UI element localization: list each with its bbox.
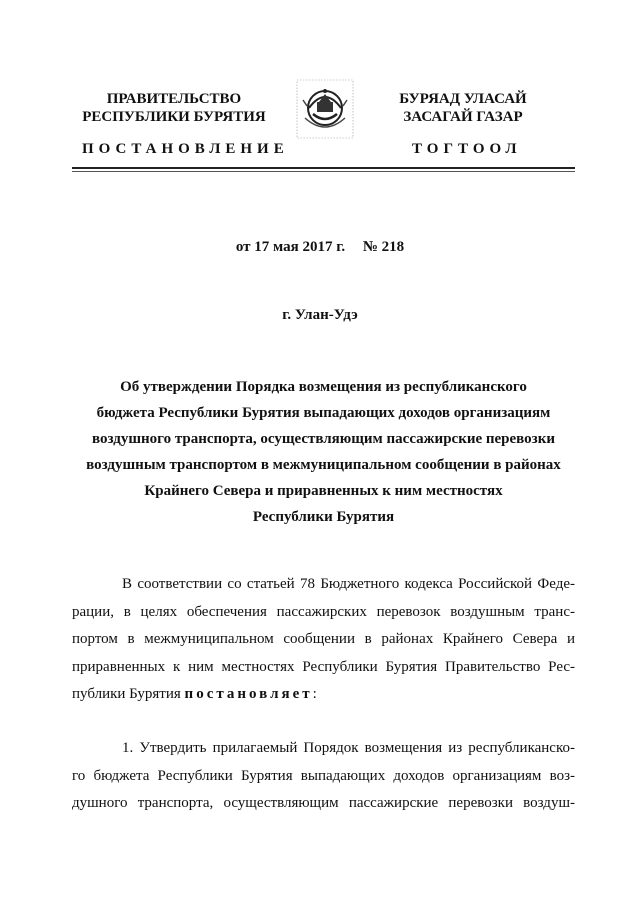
last-line-suffix: : [312,686,317,702]
paragraph-line: В соответствии со статьей 78 Бюджетного кодекса Российской Феде- [122,576,575,592]
paragraph-preamble [72,571,575,709]
title-line: воздушным транспортом в межмуниципальном сообщении в районах [86,457,561,473]
header-divider-thin [72,171,575,172]
title-line: бюджета Республики Бурятия выпадающих доходов организациям [96,405,551,421]
paragraph-line: душного транспорта, осуществляющим пассажирские перевозки воздуш- [72,795,575,811]
paragraph-line: го бюджета Республики Бурятия выпадающих доходов организациям воз- [72,767,575,784]
document-city: г. Улан-Удэ [282,307,358,323]
title-line: Республики Бурятия [252,509,395,525]
header-right-block [353,90,573,126]
header-left-line2: РЕСПУБЛИКИ БУРЯТИЯ [82,109,266,125]
document-title [72,374,575,530]
document-date: от 17 мая 2017 г. [235,239,346,255]
document-number: № 218 [362,239,405,255]
header-left-line1: ПРАВИТЕЛЬСТВО [106,91,242,107]
header-right-line2: ЗАСАГАЙ ГАЗАР [403,109,523,125]
paragraph-line: приравненных к ним местностях Республики Бурятия Правительство Рес- [72,658,575,675]
paragraph-line: портом в межмуниципальном сообщении в районах Крайнего Севера и [72,631,575,647]
last-line-prefix: публики Бурятия [72,686,185,702]
paragraph-line: рации, в целях обеспечения пассажирских перевозок воздушным транс- [72,603,575,620]
title-line: Крайнего Севера и приравненных к ним местностях [144,483,503,499]
coat-of-arms-icon [295,78,355,140]
doc-type-right: ТОГТООЛ [412,141,522,157]
decree-keyword: постановляет [184,686,313,702]
header-right-line1: БУРЯАД УЛАСАЙ [399,91,527,107]
doc-type-left: ПОСТАНОВЛЕНИЕ [82,141,289,157]
title-line: Об утверждении Порядка возмещения из республиканского [120,379,527,395]
header-left-block [64,90,284,126]
paragraph-line: 1. Утвердить прилагаемый Порядок возмещения из республиканско- [122,740,575,756]
title-line: воздушного транспорта, осуществляющим пассажирские перевозки [92,431,555,447]
header-divider-thick [72,167,575,169]
paragraph-item-1 [72,735,575,818]
paragraph-line-last [72,681,575,709]
date-number-line [0,239,640,256]
